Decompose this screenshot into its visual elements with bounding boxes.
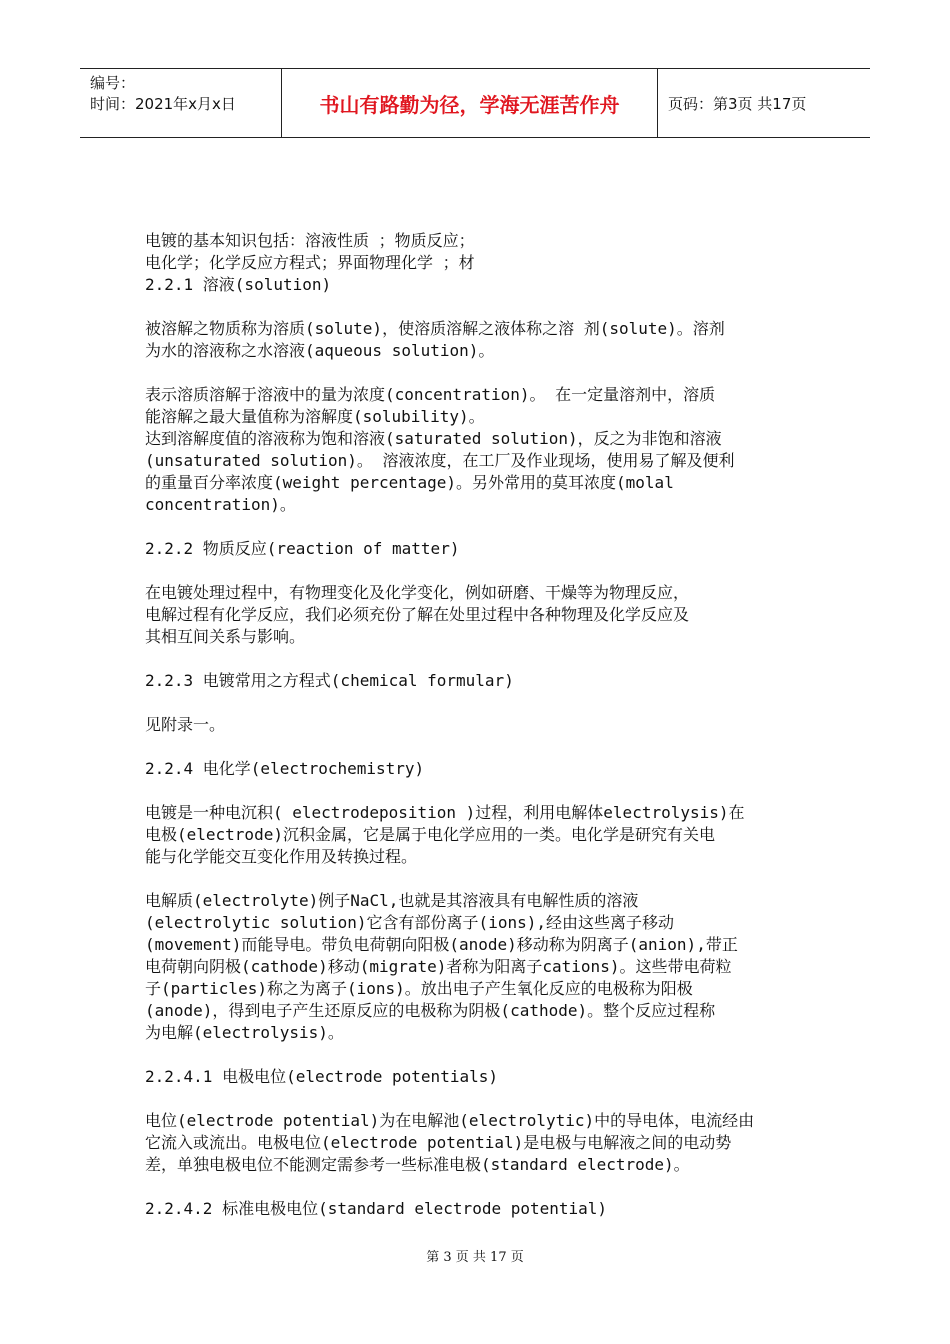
- document-body: [145, 230, 810, 1220]
- body-text-line: 表示溶质溶解于溶液中的量为浓度(concentration)。 在一定量溶剂中，溶质: [145, 385, 716, 404]
- body-text-line: 2.2.4 电化学(electrochemistry): [145, 759, 425, 778]
- body-text-line: 电解过程有化学反应，我们必须充份了解在处里过程中各种物理及化学反应及: [145, 605, 690, 624]
- paragraph-gap: [145, 780, 810, 802]
- paragraph-gap: [145, 516, 810, 538]
- body-text-line: 差，单独电极电位不能测定需参考一些标准电极(standard electrode)。: [145, 1155, 690, 1174]
- paragraph-gap: [145, 1176, 810, 1198]
- paragraph-gap: [145, 1088, 810, 1110]
- body-text-line: 子(particles)称之为离子(ions)。放出电子产生氧化反应的电极称为阳极: [145, 979, 693, 998]
- page-footer: 第 3 页 共 17 页: [426, 1250, 524, 1265]
- paragraph-gap: [145, 362, 810, 384]
- body-text-line: 电荷朝向阴极(cathode)移动(migrate)者称为阳离子cations)。这些带电荷粒: [145, 957, 732, 976]
- body-text-line: 在电镀处理过程中，有物理变化及化学变化，例如研磨、干燥等为物理反应，: [145, 583, 690, 602]
- body-text-line: 电镀的基本知识包括：溶液性质 ；物质反应；: [145, 231, 475, 250]
- body-text-line: 的重量百分率浓度(weight percentage)。另外常用的莫耳浓度(molal: [145, 473, 674, 492]
- body-text-line: 2.2.3 电镀常用之方程式(chemical formular): [145, 671, 514, 690]
- body-text-line: 它流入或流出。电极电位(electrode potential)是电极与电解液之间的电动势: [145, 1133, 732, 1152]
- body-text-line: (anode)，得到电子产生还原反应的电极称为阴极(cathode)。整个反应过程称: [145, 1001, 716, 1020]
- body-text-line: (unsaturated solution)。 溶液浓度，在工厂及作业现场，使用易了解及便利: [145, 451, 735, 470]
- body-text-line: 2.2.4.1 电极电位(electrode potentials): [145, 1067, 498, 1086]
- paragraph-gap: [145, 560, 810, 582]
- body-text-line: 电解质(electrolyte)例子NaCl,也就是其溶液具有电解性质的溶液: [145, 891, 639, 910]
- body-text-line: concentration)。: [145, 495, 296, 514]
- body-text-line: 能与化学能交互变化作用及转换过程。: [145, 847, 418, 866]
- serial-number-label: 编号：: [90, 74, 136, 92]
- body-text-line: 其相互间关系与影响。: [145, 627, 306, 646]
- body-text-line: 2.2.2 物质反应(reaction of matter): [145, 539, 460, 558]
- header-motto: 书山有路勤为径，学海无涯苦作舟: [282, 69, 658, 137]
- body-text-line: 被溶解之物质称为溶质(solute)，使溶质溶解之液体称之溶 剂(solute)。溶剂: [145, 319, 725, 338]
- body-text-line: 达到溶解度值的溶液称为饱和溶液(saturated solution)，反之为非饱和溶液: [145, 429, 722, 448]
- body-text-line: 为电解(electrolysis)。: [145, 1023, 344, 1042]
- paragraph-gap: [145, 736, 810, 758]
- body-text-line: 为水的溶液称之水溶液(aqueous solution)。: [145, 341, 495, 360]
- body-text-line: 见附录一。: [145, 715, 226, 734]
- paragraph-gap: [145, 648, 810, 670]
- body-text-line: 电位(electrode potential)为在电解池(electrolytic)中的导电体，电流经由: [145, 1111, 755, 1130]
- body-text-line: 2.2.1 溶液(solution): [145, 275, 332, 294]
- page-header: [80, 68, 870, 138]
- body-text-line: 电镀是一种电沉积( electrodeposition )过程，利用电解体electrolysis)在: [145, 803, 745, 822]
- body-text-line: 电极(electrode)沉积金属，它是属于电化学应用的一类。电化学是研究有关电: [145, 825, 715, 844]
- body-text-line: (electrolytic solution)它含有部份离子(ions),经由这些离子移动: [145, 913, 674, 932]
- paragraph-gap: [145, 296, 810, 318]
- body-text-line: 能溶解之最大量值称为溶解度(solubility)。: [145, 407, 485, 426]
- body-text-line: (movement)而能导电。带负电荷朝向阳极(anode)移动称为阴离子(anion),带正: [145, 935, 738, 954]
- paragraph-gap: [145, 868, 810, 890]
- paragraph-gap: [145, 1044, 810, 1066]
- header-page-info: 页码：第3页 共17页: [668, 94, 807, 113]
- paragraph-gap: [145, 692, 810, 714]
- header-info-cell: [80, 69, 282, 137]
- body-text-line: 2.2.4.2 标准电极电位(standard electrode potential): [145, 1199, 608, 1218]
- date-label: 时间：2021年x月x日: [90, 95, 236, 113]
- body-text-line: 电化学；化学反应方程式；界面物理化学 ；材: [145, 253, 475, 272]
